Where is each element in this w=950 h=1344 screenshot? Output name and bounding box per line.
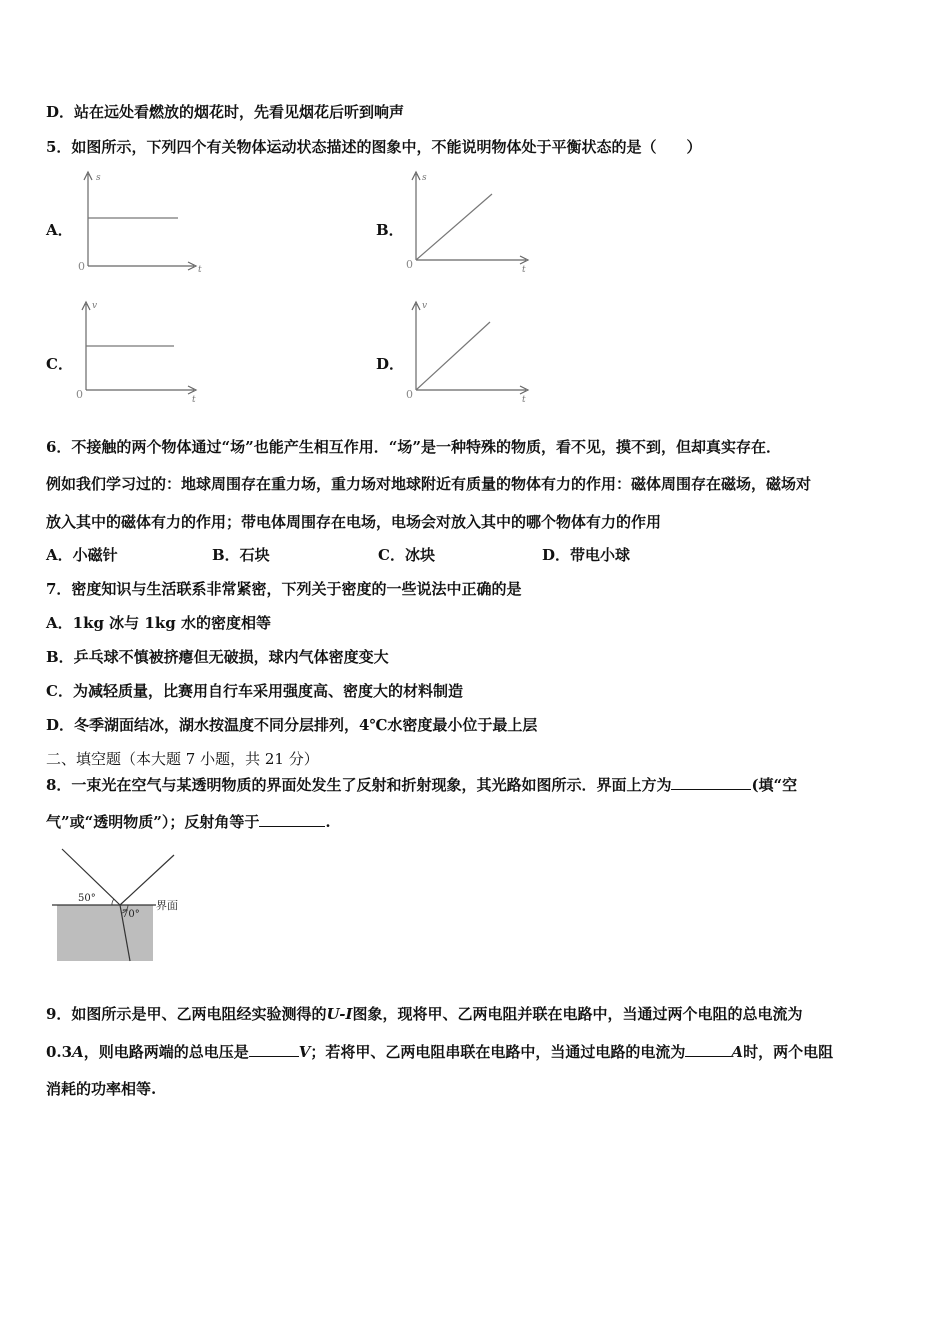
q6-line-1: 6．不接触的两个物体通过“场”也能产生相互作用．“场”是一种特殊的物质，看不见，摸不到，但却真实存在． xyxy=(46,438,781,456)
q9-line1-b: 图象，现将甲、乙两电阻并联在电路中，当通过两个电阻的总电流为 xyxy=(352,1005,803,1023)
q9-unit-a2: A xyxy=(731,1043,744,1061)
q9-line-2 xyxy=(46,1042,833,1062)
q7-option-a: A．1kg 冰与 1kg 水的密度相等 xyxy=(46,614,271,632)
q7-option-d: D．冬季湖面结冰，湖水按温度不同分层排列，4℃水密度最小位于最上层 xyxy=(46,716,538,734)
q9-ui-label: U-I xyxy=(326,1005,353,1023)
graph-b-line xyxy=(416,194,492,260)
q6-line-3: 放入其中的磁体有力的作用；带电体周围存在电场，电场会对放入其中的哪个物体有力的作用 xyxy=(46,513,662,531)
graph-d-y-label: v xyxy=(422,301,428,311)
q5-graph-c xyxy=(70,298,210,406)
graph-c-origin: 0 xyxy=(76,388,83,401)
q9-line2-d: 时，两个电阻 xyxy=(743,1043,834,1061)
q6-option-a: A．小磁针 xyxy=(46,546,118,564)
q9-unit-v: V xyxy=(298,1043,311,1061)
graph-b-origin: 0 xyxy=(406,258,413,271)
angle-arc-1 xyxy=(112,899,114,905)
graph-d-x-label: t xyxy=(522,395,526,405)
graph-b-y-label: s xyxy=(422,173,427,183)
q8-blank-1[interactable] xyxy=(671,775,751,790)
q6-option-c: C．冰块 xyxy=(378,546,435,564)
q5-graph-d-label: D． xyxy=(376,355,405,373)
q6-option-b: B．石块 xyxy=(212,546,270,564)
reflected-ray xyxy=(120,855,174,905)
angle-50-label: 50° xyxy=(78,893,96,904)
graph-a-y-label: s xyxy=(96,173,101,183)
graph-d-origin: 0 xyxy=(406,388,413,401)
q8-line1-tail: (填“空 xyxy=(751,776,798,794)
q7-stem: 7．密度知识与生活联系非常紧密，下列关于密度的一些说法中正确的是 xyxy=(46,580,522,598)
interface-label: 界面 xyxy=(156,899,178,912)
q6-option-d: D．带电小球 xyxy=(542,546,631,564)
q8-line-1 xyxy=(46,775,797,795)
q9-line2-b: ，则电路两端的总电压是 xyxy=(83,1043,249,1061)
q4-option-d: D．站在远处看燃放的烟花时，先看见烟花后听到响声 xyxy=(46,103,405,121)
q5-graph-a xyxy=(70,168,210,276)
graph-b-x-label: t xyxy=(522,265,526,275)
q5-graph-d xyxy=(400,298,540,406)
q9-line2-c: ；若将甲、乙两电阻串联在电路中，当通过电路的电流为 xyxy=(310,1043,686,1061)
q9-blank-current[interactable] xyxy=(685,1042,731,1057)
graph-c-x-label: t xyxy=(192,395,196,405)
q7-option-c: C．为减轻质量，比赛用自行车采用强度高、密度大的材料制造 xyxy=(46,682,463,700)
q8-line2-tail: . xyxy=(325,813,331,831)
q9-line1-a: 9．如图所示是甲、乙两电阻经实验测得的 xyxy=(46,1005,327,1023)
q8-line-2 xyxy=(46,812,331,832)
q8-light-path-figure xyxy=(52,845,202,965)
q8-line1-text: 8．一束光在空气与某透明物质的界面处发生了反射和折射现象，其光路如图所示．界面上方为 xyxy=(46,776,672,794)
graph-c-y-label: v xyxy=(92,301,98,311)
q9-line-3: 消耗的功率相等. xyxy=(46,1080,157,1098)
q9-line-1 xyxy=(46,1004,803,1024)
q9-blank-voltage[interactable] xyxy=(249,1042,299,1057)
q9-unit-a: A xyxy=(72,1043,84,1061)
q5-graph-a-label: A． xyxy=(46,221,73,239)
q6-line-2: 例如我们学习过的：地球周围存在重力场，重力场对地球附近有质量的物体有力的作用：磁体周围存在磁场，磁场对 xyxy=(46,475,812,493)
q7-option-b: B．乒乓球不慎被挤瘪但无破损，球内气体密度变大 xyxy=(46,648,389,666)
q5-graph-b-label: B． xyxy=(376,221,404,239)
graph-a-x-label: t xyxy=(198,265,202,275)
q5-graph-c-label: C． xyxy=(46,355,73,373)
q9-line2-a: 0.3 xyxy=(46,1043,73,1061)
q5-stem: 5．如图所示，下列四个有关物体运动状态描述的图象中，不能说明物体处于平衡状态的是（ ） xyxy=(46,138,702,156)
q8-blank-2[interactable] xyxy=(259,812,325,827)
graph-d-line xyxy=(416,322,490,390)
q5-graph-b xyxy=(400,168,540,276)
graph-a-origin: 0 xyxy=(78,260,85,273)
angle-70-label: 70° xyxy=(122,909,140,920)
q8-line2-text: 气”或“透明物质”）；反射角等于 xyxy=(46,813,260,831)
section-2-heading: 二、填空题（本大题 7 小题，共 21 分） xyxy=(46,750,319,768)
